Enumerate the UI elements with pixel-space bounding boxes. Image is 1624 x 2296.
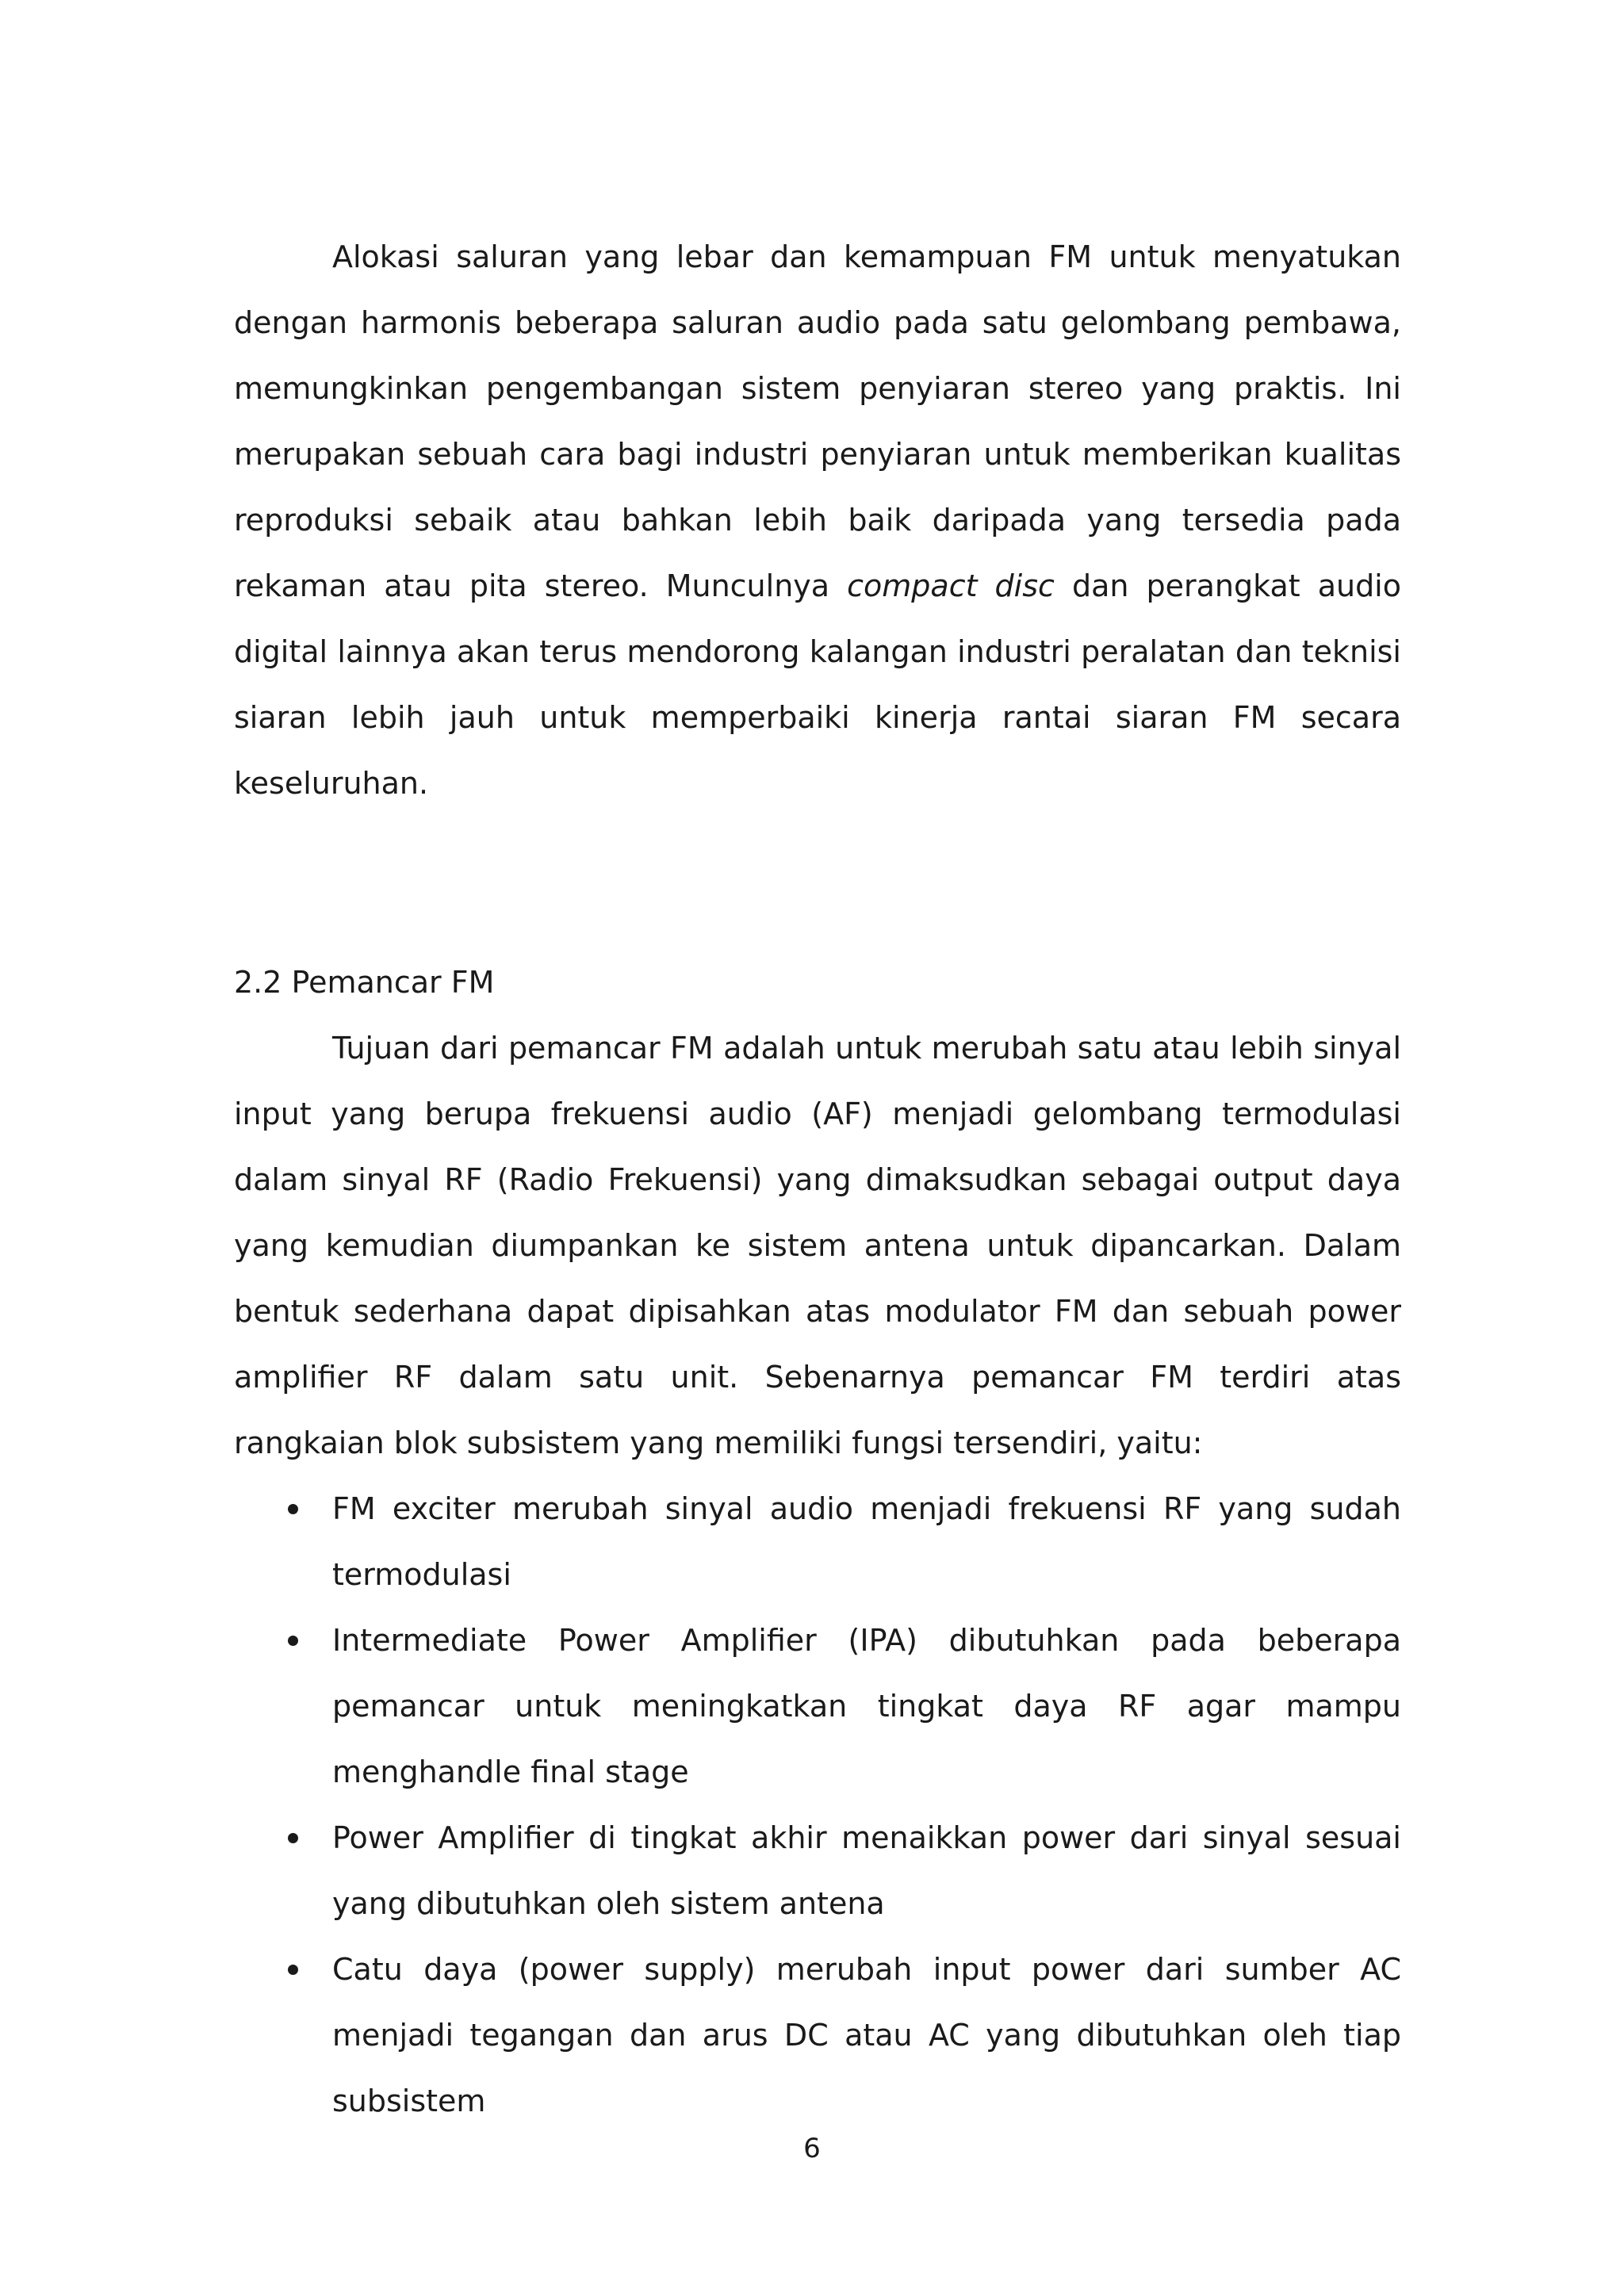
list-item-text: Catu daya (power supply) merubah input power dari sumber AC menjadi tegangan dan arus DC atau AC yang dibutuhkan oleh tiap subsistem [332, 1952, 1401, 2118]
page-number: 6 [803, 2133, 821, 2164]
paragraph-intro-part-2: dan perangkat audio digital lainnya akan terus mendorong kalangan industri peralatan dan teknisi siaran lebih jauh untuk memperbaiki kinerja rantai siaran FM secara keseluruhan. [234, 568, 1401, 801]
bullet-icon [288, 1965, 298, 1975]
section-heading: 2.2 Pemancar FM [234, 965, 495, 1000]
list-item [234, 1476, 1401, 1608]
paragraph-intro [234, 224, 1401, 817]
paragraph-intro-part-1: Alokasi saluran yang lebar dan kemampuan FM untuk menyatukan dengan harmonis beberapa saluran audio pada satu gelombang pembawa, memungkinkan pengembangan sistem penyiaran stereo yang praktis. Ini merupakan sebuah cara bagi industri penyiaran untuk memberikan kualitas reproduksi sebaik atau bahkan lebih baik daripada yang tersedia pada rekaman atau pita stereo. Munculnya [234, 239, 1401, 603]
bullet-icon [288, 1504, 298, 1514]
italic-term: compact disc [847, 568, 1055, 603]
list-item-text: FM exciter merubah sinyal audio menjadi frekuensi RF yang sudah termodulasi [332, 1491, 1401, 1592]
bullet-icon [288, 1833, 298, 1843]
list-item [234, 1608, 1401, 1805]
list-item [234, 1937, 1401, 2134]
list-item-text: Power Amplifier di tingkat akhir menaikkan power dari sinyal sesuai yang dibutuhkan oleh sistem antena [332, 1820, 1401, 1921]
paragraph-pemancar: Tujuan dari pemancar FM adalah untuk merubah satu atau lebih sinyal input yang berupa frekuensi audio (AF) menjadi gelombang termodulasi dalam sinyal RF (Radio Frekuensi) yang dimaksudkan sebagai output daya yang kemudian diumpankan ke sistem antena untuk dipancarkan. Dalam bentuk sederhana dapat dipisahkan atas modulator FM dan sebuah power amplifier RF dalam satu unit. Sebenarnya pemancar FM terdiri atas rangkaian blok subsistem yang memiliki fungsi tersendiri, yaitu: [234, 1031, 1401, 1460]
bullet-icon [288, 1636, 298, 1646]
subsystem-list [234, 1476, 1401, 2134]
list-item [234, 1805, 1401, 1937]
list-item-text: Intermediate Power Amplifier (IPA) dibutuhkan pada beberapa pemancar untuk meningkatkan tingkat daya RF agar mampu menghandle final stage [332, 1623, 1401, 1789]
